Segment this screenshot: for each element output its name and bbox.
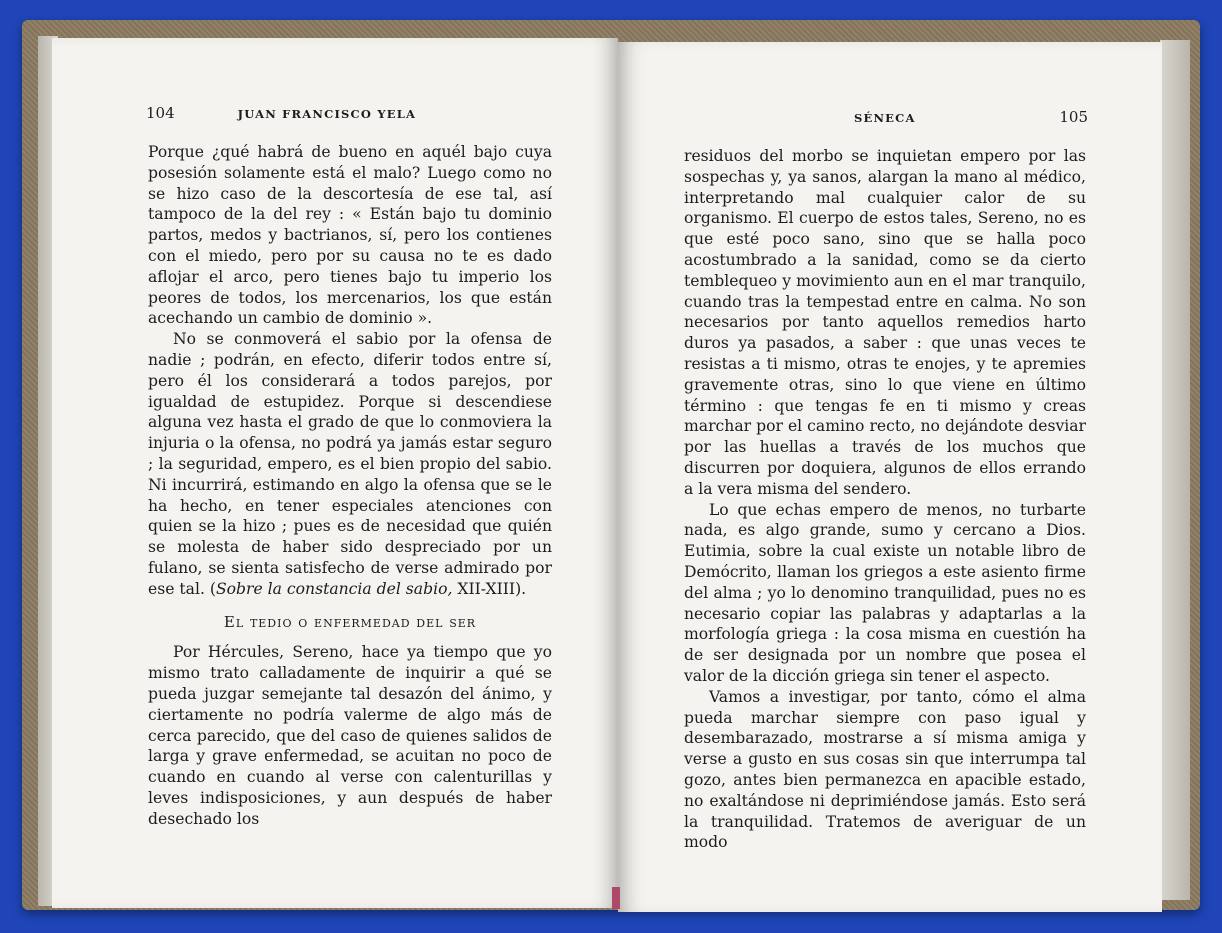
left-page: [52, 38, 618, 908]
page-edges-right: [1160, 40, 1190, 900]
bookmark-ribbon: [612, 887, 620, 909]
right-paragraph-1: residuos del morbo se inquietan empero por las sospechas y, ya sanos, alargan la mano al médico, interpretando mal cualquier calor de su organismo. El cuerpo de estos tales, Sereno, no es que esté poco sano, sino que se halla poco acostumbrado a la sanidad, como se da cierto temblequeo y movimiento aun en el mar tranquilo, cuando tras la tempestad entre en calma. No son necesarios por tanto aquellos remedios harto duros ya pasados, a saber : que unas veces te resistas a ti mismo, otras te enojes, y te apremies gravemente otras, sino lo que viene en último término : que tengas fe en ti mismo y creas marchar por el camino recto, no dejándote desviar por las huellas a través de los muchos que discurren por doquiera, algunos de ellos errando a la vera misma del sendero.: [684, 147, 1086, 498]
right-page: [618, 42, 1162, 912]
right-running-head: SÉNECA: [854, 111, 916, 125]
citation-end: XII-XIII).: [452, 579, 527, 598]
left-header: [146, 104, 536, 122]
left-running-head: JUAN FRANCISCO YELA: [237, 107, 417, 121]
right-paragraph-2: Lo que echas empero de menos, no turbarte nada, es algo grande, sumo y cercano a Dios. Eutimia, sobre la cual existe un notable libro de Demócrito, llaman los griegos a este asiento firme del alma ; yo lo denomino tranquilidad, pues no es necesario copiar las palabras y adaptarlas a la morfología griega : la cosa misma en cuestión ha de ser designada por un nombre que posea el valor de la dicción griega sin tener el aspecto.: [684, 500, 1086, 685]
left-body-text: [148, 142, 552, 830]
left-paragraph-1: Porque ¿qué habrá de bueno en aquél bajo cuya posesión solamente está el malo? Luego como no se hizo caso de la descortesía de ese tal, así tampoco de la del rey : « Están bajo tu dominio partos, medos y bactrianos, sí, pero los contienes con el miedo, pero por su causa no te es dado aflojar el arco, pero tienes bajo tu imperio los peores de todos, los mercenarios, los que están acechando un cambio de dominio ».: [148, 143, 552, 328]
left-paragraph-2: [148, 329, 552, 599]
right-paragraph-3: Vamos a investigar, por tanto, cómo el alma pueda marchar siempre con paso igual y desembarazado, mostrarse a sí misma amiga y verse a gusto en sus cosas sin que interrumpa tal gozo, antes bien permanezca en apacible estado, no exaltándose ni deprimiéndose jamás. Esto será la tranquilidad. Tratemos de averiguar de un modo: [684, 687, 1086, 852]
right-body-text: [684, 146, 1086, 853]
section-heading: El tedio o enfermedad del ser: [223, 612, 477, 631]
left-page-number: 104: [146, 104, 175, 122]
left-paragraph-2-text: No se conmoverá el sabio por la ofensa de nadie ; podrán, en efecto, diferir todos entre sí, pero él los considerará a todos parejos, por igualdad de estupidez. Porque si descendiese alguna vez hasta el grado de que lo conmoviera la injuria o la ofensa, no podrá ya jamás estar seguro ; la seguridad, empero, es el bien propio del sabio. Ni incurrirá, estimando en algo la ofensa que se le ha hecho, en tener especiales atenciones con quien se la hizo ; pues es de necesidad que quién se molesta de haber sido despreciado por un fulano, se sienta satisfecho de verse admirado por ese tal. (: [148, 330, 552, 598]
left-paragraph-3: Por Hércules, Sereno, hace ya tiempo que yo mismo trato calladamente de inquirir a qué se pueda juzgar semejante tal desazón del ánimo, y ciertamente no podría valerme de algo más de cerca parecido, que del caso de quienes salidos de larga y grave enfermedad, se acuitan no poco de cuando en cuando al verse con calenturillas y leves indisposiciones, y aun después de haber desechado los: [148, 643, 552, 828]
right-page-number: 105: [1059, 108, 1088, 126]
citation-title: Sobre la constancia del sabio,: [215, 579, 453, 598]
